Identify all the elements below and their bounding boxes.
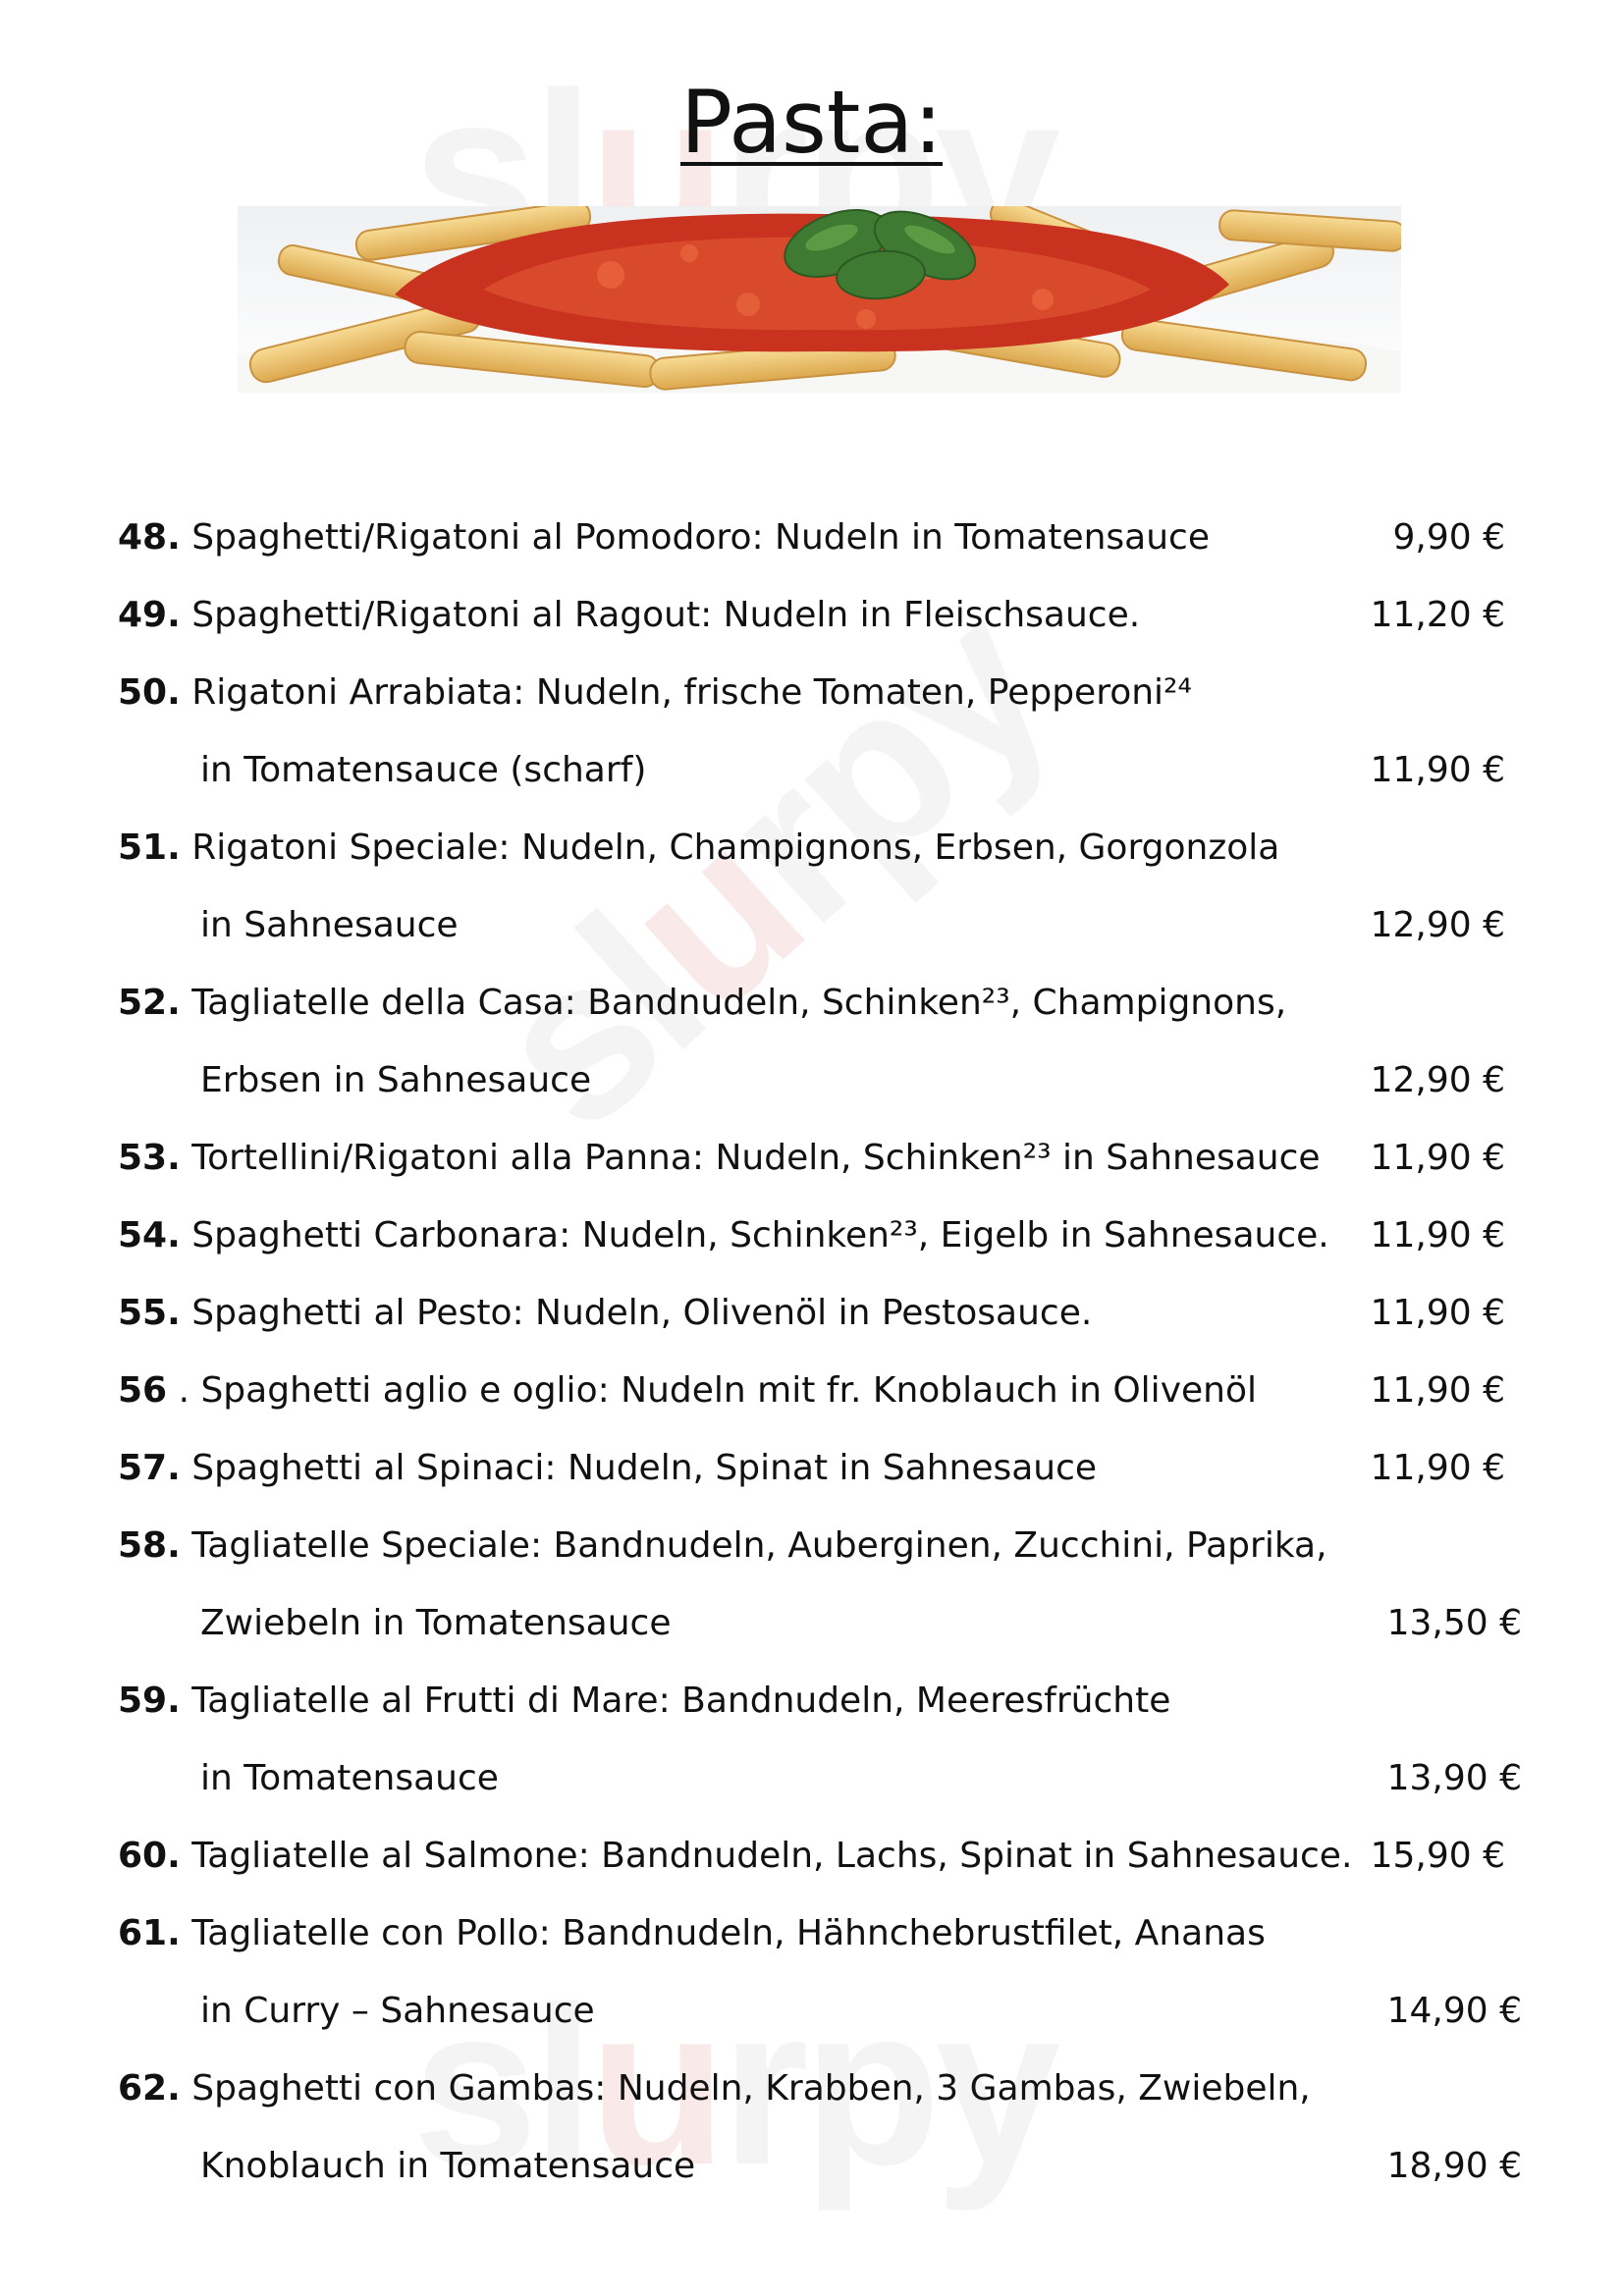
menu-item <box>0 1672 1623 1749</box>
menu-item <box>0 1129 1623 1206</box>
menu-item-continuation <box>0 1051 1623 1129</box>
menu-item-text <box>200 2137 695 2196</box>
menu-item-text <box>118 974 1286 1033</box>
watermark: u <box>588 1959 722 2212</box>
menu-item-description: Rigatoni Speciale: Nudeln, Champignons, Erbsen, Gorgonzola <box>191 828 1280 868</box>
menu-item-description: in Tomatensauce (scharf) <box>200 750 647 790</box>
menu-item <box>0 1827 1623 1904</box>
menu-item-continuation <box>0 741 1623 819</box>
menu-item-text <box>118 1517 1327 1575</box>
menu-item-text <box>118 1284 1092 1343</box>
menu-item-number: 49. <box>118 595 181 635</box>
menu-item-description: in Tomatensauce <box>200 1758 499 1798</box>
menu-item-number: 50. <box>118 672 181 713</box>
menu-item-description: Spaghetti al Spinaci: Nudeln, Spinat in Sahnesauce <box>191 1448 1098 1488</box>
menu-item-text <box>200 1749 499 1808</box>
menu-item-text <box>200 1982 595 2041</box>
menu-item <box>0 1284 1623 1362</box>
menu-item-number: 58. <box>118 1525 181 1566</box>
menu-item-price: 11,90 € <box>1370 750 1505 790</box>
menu-item-text <box>118 664 1192 722</box>
menu-item-text <box>118 1206 1329 1265</box>
menu-item-description: Erbsen in Sahnesauce <box>200 1060 592 1100</box>
pasta-menu <box>0 508 1623 2215</box>
menu-item-description: Tagliatelle Speciale: Bandnudeln, Auberginen, Zucchini, Paprika, <box>191 1525 1327 1566</box>
pasta-photo <box>238 206 1401 393</box>
menu-item-text <box>118 508 1210 567</box>
menu-item-text <box>200 896 459 955</box>
menu-item-description: Tagliatelle al Salmone: Bandnudeln, Lachs, Spinat in Sahnesauce. <box>191 1836 1353 1876</box>
menu-item-price: 11,20 € <box>1370 595 1505 635</box>
menu-item-description: Tagliatelle della Casa: Bandnudeln, Schinken²³, Champignons, <box>191 983 1287 1023</box>
menu-item <box>0 974 1623 1051</box>
menu-item <box>0 1206 1623 1284</box>
menu-item-continuation <box>0 1982 1623 2059</box>
menu-item-description: Spaghetti/Rigatoni al Ragout: Nudeln in Fleischsauce. <box>191 595 1141 635</box>
menu-item-price: 11,90 € <box>1370 1138 1505 1178</box>
menu-item-number: 52. <box>118 983 181 1023</box>
menu-item <box>0 1517 1623 1594</box>
menu-item-number: 48. <box>118 517 181 558</box>
menu-item-number: 56 <box>118 1370 168 1411</box>
page-title: Pasta: <box>680 72 943 173</box>
menu-item-description: Zwiebeln in Tomatensauce <box>200 1603 672 1643</box>
menu-item-text <box>118 1129 1321 1188</box>
menu-item-text <box>118 819 1279 878</box>
menu-item-description: Spaghetti Carbonara: Nudeln, Schinken²³, Eigelb in Sahnesauce. <box>191 1215 1329 1255</box>
menu-item-number: 59. <box>118 1681 181 1721</box>
menu-item-number: 54. <box>118 1215 181 1255</box>
menu-item-description: Spaghetti/Rigatoni al Pomodoro: Nudeln in Tomatensauce <box>191 517 1210 558</box>
menu-item-description: in Curry – Sahnesauce <box>200 1991 595 2031</box>
menu-item-description: Spaghetti al Pesto: Nudeln, Olivenöl in Pestosauce. <box>191 1293 1093 1333</box>
menu-item-description: Tortellini/Rigatoni alla Panna: Nudeln, Schinken²³ in Sahnesauce <box>191 1138 1321 1178</box>
menu-item-price: 12,90 € <box>1370 905 1505 945</box>
menu-item <box>0 586 1623 664</box>
menu-item-price: 9,90 € <box>1392 517 1505 558</box>
menu-item-number: 55. <box>118 1293 181 1333</box>
menu-item-price: 11,90 € <box>1370 1448 1505 1488</box>
menu-item-text <box>118 1827 1352 1886</box>
menu-item-text <box>118 1439 1097 1498</box>
menu-item <box>0 819 1623 896</box>
menu-item-continuation <box>0 1594 1623 1672</box>
menu-item-description: Tagliatelle con Pollo: Bandnudeln, Hähnchebrustfilet, Ananas <box>191 1913 1266 1953</box>
menu-item-price: 13,90 € <box>1386 1758 1522 1798</box>
menu-item-price: 15,90 € <box>1370 1836 1505 1876</box>
watermark: u <box>588 45 722 297</box>
menu-item-number: 57. <box>118 1448 181 1488</box>
menu-item-description: in Sahnesauce <box>200 905 459 945</box>
menu-item-price: 13,50 € <box>1386 1603 1522 1643</box>
menu-item-text <box>118 586 1140 645</box>
menu-item-description: Spaghetti con Gambas: Nudeln, Krabben, 3 Gambas, Zwiebeln, <box>191 2068 1311 2109</box>
menu-item <box>0 664 1623 741</box>
menu-item-number: 53. <box>118 1138 181 1178</box>
menu-item-text <box>118 1904 1266 1963</box>
menu-item-text <box>118 1672 1170 1731</box>
menu-item-number: 60. <box>118 1836 181 1876</box>
menu-item-price: 12,90 € <box>1370 1060 1505 1100</box>
menu-item-continuation <box>0 896 1623 974</box>
menu-item <box>0 1904 1623 1982</box>
menu-item-description: Knoblauch in Tomatensauce <box>200 2146 696 2186</box>
menu-item-description: Rigatoni Arrabiata: Nudeln, frische Tomaten, Pepperoni²⁴ <box>191 672 1192 713</box>
menu-item <box>0 508 1623 586</box>
menu-item-price: 11,90 € <box>1370 1215 1505 1255</box>
menu-item-text <box>200 1594 671 1653</box>
menu-item-text <box>200 1051 591 1110</box>
menu-item-price: 11,90 € <box>1370 1370 1505 1411</box>
menu-item-text <box>200 741 646 800</box>
menu-item-price: 18,90 € <box>1386 2146 1522 2186</box>
menu-item <box>0 1362 1623 1439</box>
menu-item-description: . Spaghetti aglio e oglio: Nudeln mit fr. Knoblauch in Olivenöl <box>178 1370 1257 1411</box>
menu-item-continuation <box>0 2137 1623 2215</box>
menu-item-description: Tagliatelle al Frutti di Mare: Bandnudeln, Meeresfrüchte <box>191 1681 1171 1721</box>
menu-item-price: 14,90 € <box>1386 1991 1522 2031</box>
menu-item <box>0 1439 1623 1517</box>
menu-item-text <box>118 1362 1257 1420</box>
menu-item-continuation <box>0 1749 1623 1827</box>
menu-item-text <box>118 2059 1311 2118</box>
watermark: u <box>576 781 844 1058</box>
menu-item <box>0 2059 1623 2137</box>
menu-item-number: 61. <box>118 1913 181 1953</box>
menu-item-price: 11,90 € <box>1370 1293 1505 1333</box>
menu-item-number: 62. <box>118 2068 181 2109</box>
menu-item-number: 51. <box>118 828 181 868</box>
